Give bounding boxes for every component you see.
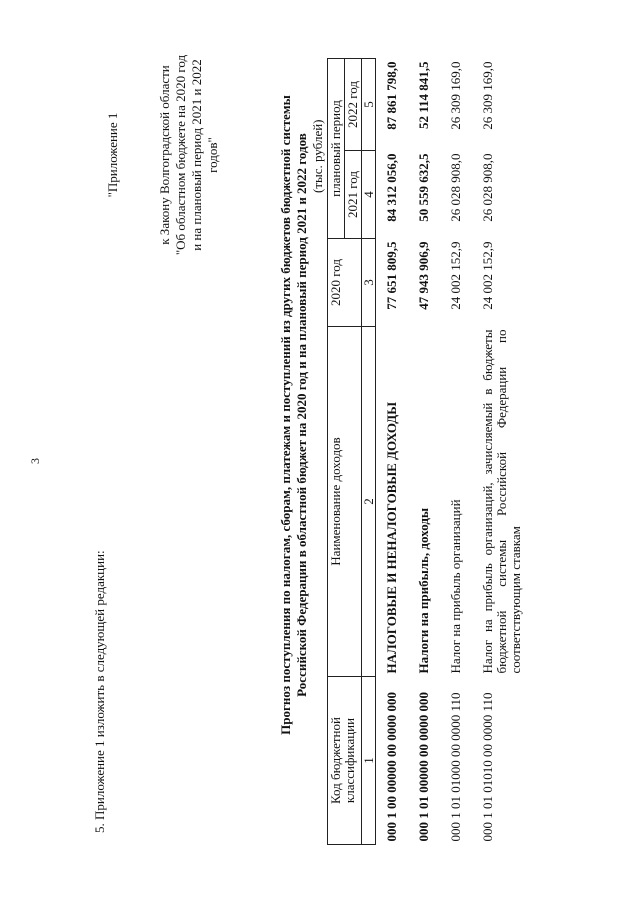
- col-number-1: 1: [362, 677, 376, 845]
- row-2020: 24 002 152,9: [480, 241, 495, 310]
- header-2022: 2022 год: [345, 59, 362, 151]
- row-code: 000 1 01 01010 00 0000 110: [480, 692, 495, 842]
- appendix-line-2: "Об областном бюджете на 2020 год: [173, 54, 188, 256]
- row-name: Налог на прибыль организаций: [448, 499, 463, 674]
- row-2022: 87 861 798,0: [384, 61, 399, 130]
- row-2022: 26 309 169,0: [448, 61, 463, 130]
- document-heading: [278, 0, 310, 845]
- header-name: Наименование доходов: [328, 327, 362, 677]
- header-code: Код бюджетной классификации: [328, 677, 362, 845]
- row-2021: 26 028 908,0: [448, 153, 463, 222]
- row-2021: 26 028 908,0: [480, 153, 495, 222]
- header-2020: 2020 год: [328, 239, 362, 327]
- col-number-5: 5: [362, 59, 376, 151]
- page-number: 3: [28, 458, 42, 464]
- appendix-block: [105, 45, 221, 265]
- row-2020: 77 651 809,5: [384, 241, 399, 310]
- row-2022: 26 309 169,0: [480, 61, 495, 130]
- heading-line-1: Прогноз поступления по налогам, сборам, платежам и поступлений из других бюджетов бюджетной системы: [278, 95, 293, 735]
- intro-text: 5. Приложение 1 изложить в следующей редакции:: [92, 550, 107, 833]
- heading-line-2: Российской Федерации в областной бюджет на 2020 год и на плановый период 2021 и 2022 годов: [294, 133, 309, 697]
- row-code: 000 1 01 00000 00 0000 000: [416, 692, 431, 842]
- table-row: [472, 59, 532, 845]
- budget-table: [327, 58, 532, 845]
- row-name: НАЛОГОВЫЕ И НЕНАЛОГОВЫЕ ДОХОДЫ: [384, 401, 399, 674]
- table-row: [376, 59, 409, 845]
- col-number-4: 4: [362, 151, 376, 239]
- appendix-title: "Приложение 1: [105, 112, 120, 198]
- row-code: 000 1 01 01000 00 0000 110: [448, 692, 463, 842]
- row-code: 000 1 00 00000 00 0000 000: [384, 692, 399, 842]
- row-2022: 52 114 841,5: [416, 61, 431, 130]
- row-2021: 84 312 056,0: [384, 153, 399, 222]
- row-2021: 50 559 632,5: [416, 153, 431, 222]
- table-row: [440, 59, 472, 845]
- row-name: Налог на прибыль организаций, зачисляемый в бюджеты бюджетной системы Российской Федерации по соответствующим ставкам: [480, 329, 523, 674]
- appendix-line-3: и на плановый период 2021 и 2022 годов": [189, 59, 220, 251]
- units-label: (тыс. рублей): [310, 119, 325, 193]
- header-plan-period: плановый период: [328, 59, 345, 239]
- col-number-2: 2: [362, 327, 376, 677]
- header-2021: 2021 год: [345, 151, 362, 239]
- appendix-line-1: к Закону Волгоградской области: [157, 65, 172, 245]
- table-row: [408, 59, 440, 845]
- row-2020: 47 943 906,9: [416, 241, 431, 310]
- col-number-3: 3: [362, 239, 376, 327]
- row-name: Налоги на прибыль, доходы: [416, 507, 431, 674]
- row-2020: 24 002 152,9: [448, 241, 463, 310]
